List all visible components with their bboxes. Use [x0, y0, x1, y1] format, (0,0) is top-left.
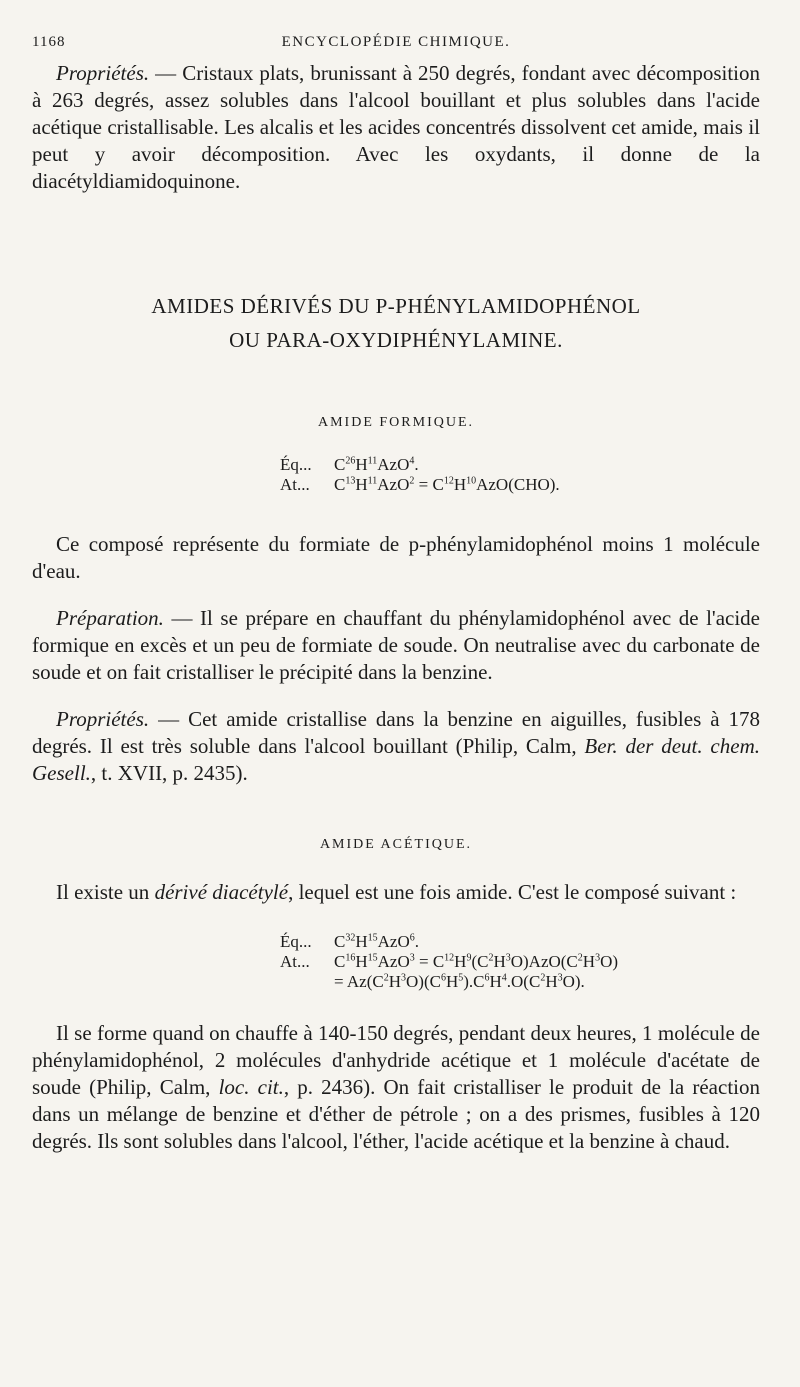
formula-eq-line: Éq... $C^{26}H^{11}AzO^4$. [280, 455, 419, 474]
subsection-title-acetique: AMIDE ACÉTIQUE. [319, 837, 473, 852]
reference-citation: Ber. der deut. chem. Gesell. [32, 734, 760, 785]
running-title: ENCYCLOPÉDIE CHIMIQUE. [281, 34, 511, 50]
formula-at-line: At... $C^{16}H^{15}AzO^3 = C^{12}H^9(C^2H^3O)AzO(C^2H^3O)$ [280, 952, 619, 971]
properties-lead: Propriétés. [56, 61, 150, 85]
acetique-intro-paragraph: Il existe un dérivé diacétylé, lequel est une fois amide. C'est le composé suivant : [56, 880, 737, 904]
document-page [32, 30, 760, 1155]
properties-text: — Cristaux plats, brunissant à 250 degrés, fondant avec décomposition à 263 degrés, assez solubles dans l'alcool bouillant et plus solubles dans l'acide acétique cristallisable. Les alcalis et les acides concentrés dissolvent cet amide, mais il peut y avoir décomposition. Avec les oxydants, il donne de la diacétyldiamidoquinone. [32, 61, 760, 193]
section-title-line-1: AMIDES DÉRIVÉS DU P-PHÉNYLAMIDOPHÉNOL [151, 294, 641, 318]
subsection-title-formique: AMIDE FORMIQUE. [318, 415, 474, 430]
formula-formique [280, 455, 760, 495]
reference-citation: loc. cit. [218, 1075, 284, 1099]
formula-eq-line: Éq... $C^{32}H^{15}AzO^6$. [280, 932, 419, 951]
formique-paragraph-1: Ce composé représente du formiate de p-phénylamidophénol moins 1 molécule d'eau. [32, 532, 760, 583]
properties-paragraph [32, 60, 760, 195]
section-title-line-2: OU PARA-OXYDIPHÉNYLAMINE. [229, 328, 563, 352]
acetique-paragraph: Il se forme quand on chauffe à 140-150 degrés, pendant deux heures, 1 molécule de phénylamidophénol, 2 molécules d'anhydride acétique et 1 molécule d'acétate de soude (Philip, Calm, loc. cit., p. 2436). On fait cristalliser le produit de la réaction dans un mélange de benzine et d'éther de pétrole ; on a des prismes, fusibles à 120 degrés. Ils sont solubles dans l'alcool, l'éther, l'acide acétique et la benzine à chaud. [32, 1021, 760, 1153]
preparation-paragraph: Préparation. — Il se prépare en chauffant du phénylamidophénol avec de l'acide formique en excès et un peu de formiate de soude. On neutralise avec du carbonate de soude et on fait cristalliser le précipité dans la benzine. [32, 606, 760, 684]
running-header [32, 30, 760, 60]
formula-at-line: At... $C^{13}H^{11}AzO^2 = C^{12}H^{10}AzO(CHO)$. [280, 475, 560, 494]
formique-properties-paragraph: Propriétés. — Cet amide cristallise dans la benzine en aiguilles, fusibles à 178 degrés. Il est très soluble dans l'alcool bouillant (Philip, Calm, Ber. der deut. chem. Gesell., t. XVII, p. 2435). [32, 707, 760, 785]
formula-continuation-line: = $Az(C^2H^3O)(C^6H^5).C^6H^4.O(C^2H^3O)$. [334, 972, 585, 991]
formula-acetique [280, 932, 760, 992]
page-number: 1168 [32, 34, 66, 50]
section-title [32, 289, 760, 357]
